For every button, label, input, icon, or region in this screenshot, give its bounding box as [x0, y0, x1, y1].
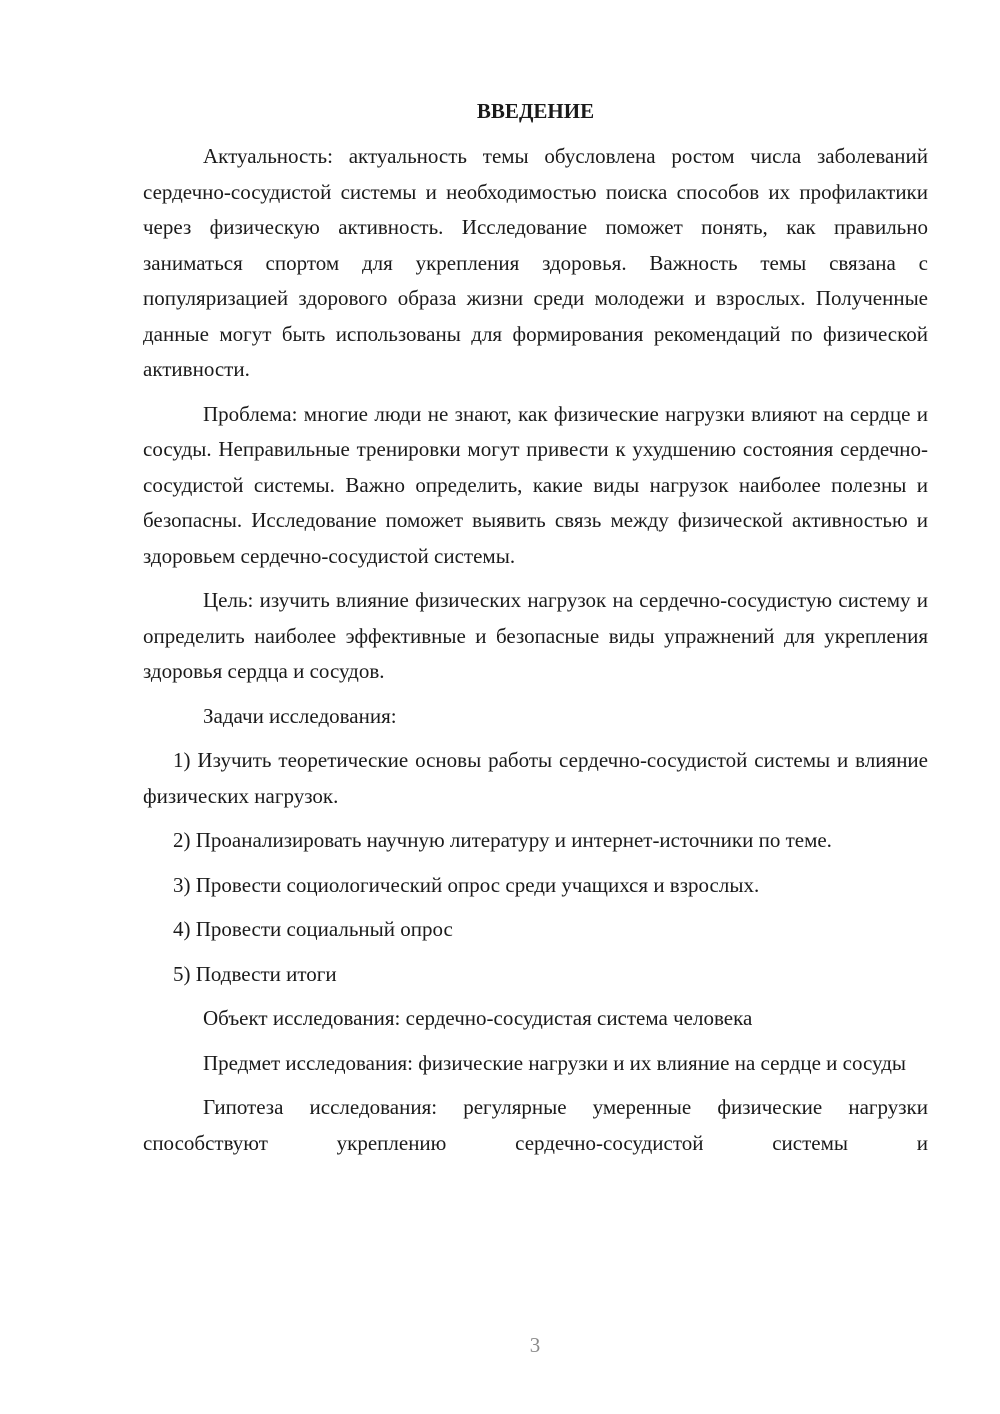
object-paragraph: Объект исследования: сердечно-сосудистая система человека — [203, 1006, 753, 1030]
subject-paragraph: Предмет исследования: физические нагрузки и их влияние на сердце и сосуды — [203, 1050, 907, 1075]
goal-paragraph: Цель: изучить влияние физических нагрузок на сердечно-сосудистую систему и определить наиболее эффективные и безопасные виды упражнений для укрепления здоровья сердца и сосудов. — [143, 588, 928, 683]
task-item-4: 4) Провести социальный опрос — [173, 917, 453, 941]
task-item-1: 1) Изучить теоретические основы работы сердечно-сосудистой системы и влияние физических нагрузок. — [143, 748, 928, 808]
hypothesis-paragraph: Гипотеза исследования: регулярные умеренные физические нагрузки способствуют укреплению сердечно-сосудистой системы и — [143, 1095, 928, 1155]
task-item-5: 5) Подвести итоги — [173, 961, 337, 986]
relevance-paragraph: Актуальность: актуальность темы обусловлена ростом числа заболеваний сердечно-сосудистой системы и необходимостью поиска способов их профилактики через физическую активность. Исследование поможет понять, как правильно заниматься спортом для укрепления здоровья. Важность темы связана с популяризацией здорового образа жизни среди молодежи и взрослых. Полученные данные могут быть использованы для формирования рекомендаций по физической активности. — [143, 144, 928, 381]
tasks-heading: Задачи исследования: — [203, 703, 397, 728]
task-item-2: 2) Проанализировать научную литературу и интернет-источники по теме. — [173, 828, 832, 852]
page-content — [143, 94, 928, 1170]
problem-paragraph: Проблема: многие люди не знают, как физические нагрузки влияют на сердце и сосуды. Неправильные тренировки могут привести к ухудшению состояния сердечно-сосудистой системы. Важно определить, какие виды нагрузок наиболее полезны и безопасны. Исследование поможет выявить связь между физической активностью и здоровьем сердечно-сосудистой системы. — [143, 401, 928, 568]
page-number: 3 — [529, 1333, 541, 1357]
section-title: ВВЕДЕНИЕ — [476, 99, 595, 123]
task-item-3: 3) Провести социологический опрос среди учащихся и взрослых. — [173, 872, 760, 897]
